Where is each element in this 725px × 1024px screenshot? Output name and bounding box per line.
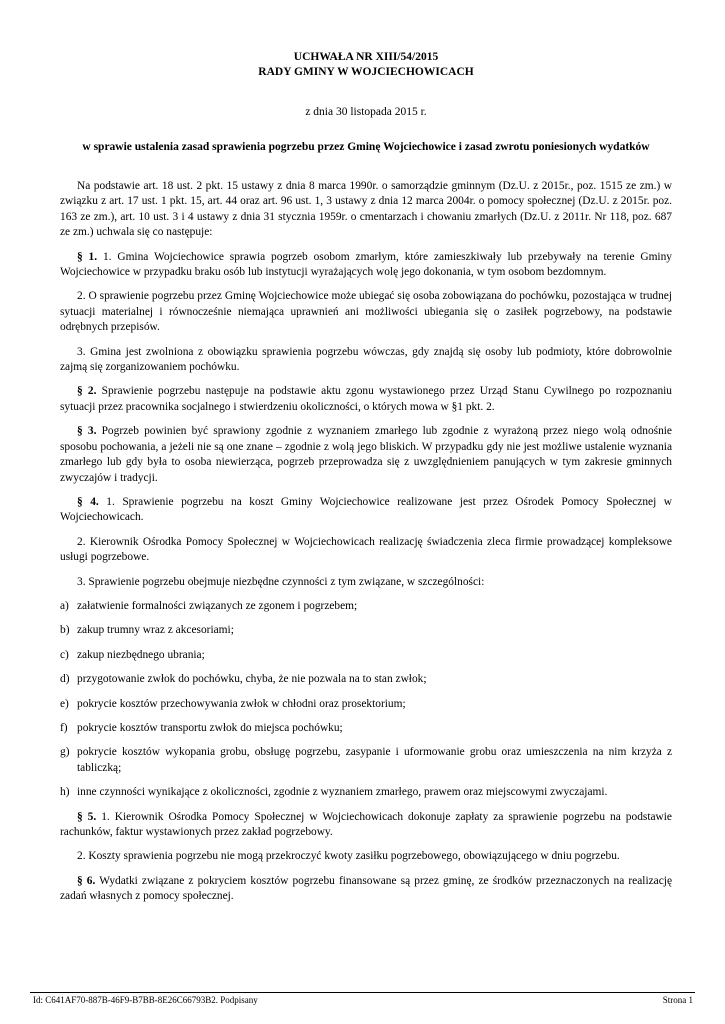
- list-item-a-label: a): [60, 599, 69, 612]
- intro-paragraph: Na podstawie art. 18 ust. 2 pkt. 15 ustawy z dnia 8 marca 1990r. o samorządzie gminnym (Dz.U. z 2015r., poz. 1515 ze zm.) w związku z art. 17 ust. 1 pkt. 15, art. 44 oraz art. 96 ust. 1, 3 ustawy z dnia 12 marca 2004r. o pomocy społecznej (Dz.U. z 2015r. poz. 163 ze zm.), art. 10 ust. 3 i 4 ustawy z dnia 31 stycznia 1959r. o cmentarzach i chowaniu zmarłych (Dz.U. z 2011r. Nr 118, poz. 687 ze zm.) uchwala się co następuje:: [60, 180, 672, 239]
- title-line-1: UCHWAŁA NR XIII/54/2015: [293, 51, 439, 63]
- section-5-p1-text: 1. Kierownik Ośrodka Pomocy Społecznej w Wojciechowicach dokonuje zapłaty za sprawienie pogrzebu na podstawie rachunków, faktur wystawionych przez zakład pogrzebowy.: [60, 810, 672, 838]
- list-item-b: [60, 623, 672, 638]
- section-4-p2: 2. Kierownik Ośrodka Pomocy Społecznej w Wojciechowicach realizację świadczenia zleca firmie prowadzącej kompleksowe usługi pogrzebowe.: [60, 535, 672, 564]
- page-footer: [33, 995, 693, 1005]
- section-3-p1: [60, 424, 672, 486]
- list-item-g-text: pokrycie kosztów wykopania grobu, obsługę pogrzebu, zasypanie i uformowanie grobu oraz umieszczenia na nim krzyża z tabliczką;: [77, 746, 672, 774]
- section-3-p1-text: Pogrzeb powinien być sprawiony zgodnie z wyznaniem zmarłego lub zgodnie z wyrażoną przez niego wolą odnośnie sposobu pochowania, a jeżeli nie są one znane – zgodnie z wolą jego bliskich. W przypadku gdy nie jest możliwe ustalenie wyznania zmarłego lub gdy była to osoba niewierząca, pogrzeb przeprowadza się z uwzględnieniem panujących w tym zakresie gminnych zwyczajów i tradycji.: [60, 425, 672, 484]
- section-1-p2: 2. O sprawienie pogrzebu przez Gminę Wojciechowice może ubiegać się osoba zobowiązana do pochówku, pozostająca w trudnej sytuacji materialnej i równocześnie niemająca uprawnień ani możliwości ubiegania się o zasiłek pogrzebowy, na podstawie odrębnych przepisów.: [60, 290, 672, 334]
- list-item-g: [60, 745, 672, 776]
- list-item-e-text: pokrycie kosztów przechowywania zwłok w chłodni oraz prosektorium;: [77, 697, 406, 710]
- document-subject: w sprawie ustalenia zasad sprawienia pogrzebu przez Gminę Wojciechowice i zasad zwrotu poniesionych wydatków: [82, 141, 650, 153]
- list-item-c: [60, 648, 672, 663]
- list-item-d-label: d): [60, 673, 70, 686]
- section-1-label: § 1.: [77, 250, 98, 263]
- section-5-label: § 5.: [77, 810, 97, 823]
- list-item-e-label: e): [60, 697, 69, 710]
- list-item-d-text: przygotowanie zwłok do pochówku, chyba, że nie pozwala na to stan zwłok;: [77, 673, 427, 686]
- list-item-h: [60, 785, 672, 800]
- document-page: [60, 50, 672, 914]
- section-2-p1: [60, 384, 672, 415]
- section-4-label: § 4.: [77, 495, 99, 508]
- list-item-c-text: zakup niezbędnego ubrania;: [77, 648, 205, 661]
- section-2-p1-text: Sprawienie pogrzebu następuje na podstawie aktu zgonu wystawionego przez Urząd Stanu Cywilnego po rozpoznaniu sytuacji przez pracownika socjalnego i stwierdzeniu okoliczności, o których mowa w §1 pkt. 2.: [60, 385, 673, 413]
- section-6-p1-text: Wydatki związane z pokryciem kosztów pogrzebu finansowane są przez gminę, ze środków przeznaczonych na realizację zadań własnych z pomocy społecznej.: [60, 874, 672, 903]
- document-title: [60, 50, 672, 80]
- list-item-e: [60, 697, 672, 712]
- list-item-f-label: f): [60, 721, 68, 734]
- section-4-p3: 3. Sprawienie pogrzebu obejmuje niezbędne czynności z tym związane, w szczególności:: [77, 575, 485, 588]
- section-3-label: § 3.: [77, 425, 97, 438]
- section-1-p1: [60, 250, 672, 281]
- section-1-p3: 3. Gmina jest zwolniona z obowiązku sprawienia pogrzebu wówczas, gdy znajdą się osoby lub podmioty, które dobrowolnie zajmą się zorganizowaniem pochówku.: [60, 345, 672, 374]
- list-item-a: [60, 599, 672, 614]
- section-4-p1: [60, 495, 672, 526]
- list-item-h-label: h): [60, 786, 70, 799]
- document-date: z dnia 30 listopada 2015 r.: [305, 106, 427, 118]
- document-body: [60, 179, 672, 905]
- title-line-2: RADY GMINY W WOJCIECHOWICACH: [258, 66, 474, 78]
- list-item-b-label: b): [60, 624, 70, 637]
- footer-page-number: Strona 1: [662, 995, 693, 1005]
- section-1-p1-text: 1. Gmina Wojciechowice sprawia pogrzeb osobom zmarłym, które zamieszkiwały lub przebywały na terenie Gminy Wojciechowice w przypadku braku osób lub instytucji wyrażających wolę jego dokonania, w tym osobom bezdomnym.: [60, 250, 672, 279]
- section-6-label: § 6.: [77, 874, 96, 887]
- footer-document-id: Id: C641AF70-887B-46F9-B7BB-8E26C66793B2. Podpisany: [33, 995, 258, 1005]
- list-item-a-text: załatwienie formalności związanych ze zgonem i pogrzebem;: [77, 599, 358, 612]
- section-4-p1-text: 1. Sprawienie pogrzebu na koszt Gminy Wojciechowice realizowane jest przez Ośrodek Pomocy Społecznej w Wojciechowicach.: [60, 495, 672, 524]
- section-5-p1: [60, 810, 672, 841]
- section-5-p2: 2. Koszty sprawienia pogrzebu nie mogą przekroczyć kwoty zasiłku pogrzebowego, obowiązującego w dniu pogrzebu.: [77, 850, 620, 863]
- section-6-p1: [60, 874, 672, 905]
- list-item-f-text: pokrycie kosztów transportu zwłok do miejsca pochówku;: [77, 721, 343, 734]
- footer-divider: [30, 992, 695, 993]
- list-item-b-text: zakup trumny wraz z akcesoriami;: [77, 624, 234, 637]
- list-item-h-text: inne czynności wynikające z okoliczności, zgodnie z wyznaniem zmarłego, prawem oraz miejscowymi zwyczajami.: [77, 786, 608, 799]
- section-2-label: § 2.: [77, 385, 97, 398]
- list-item-d: [60, 672, 672, 687]
- list-item-c-label: c): [60, 648, 69, 661]
- list-item-g-label: g): [60, 746, 70, 759]
- list-item-f: [60, 721, 672, 736]
